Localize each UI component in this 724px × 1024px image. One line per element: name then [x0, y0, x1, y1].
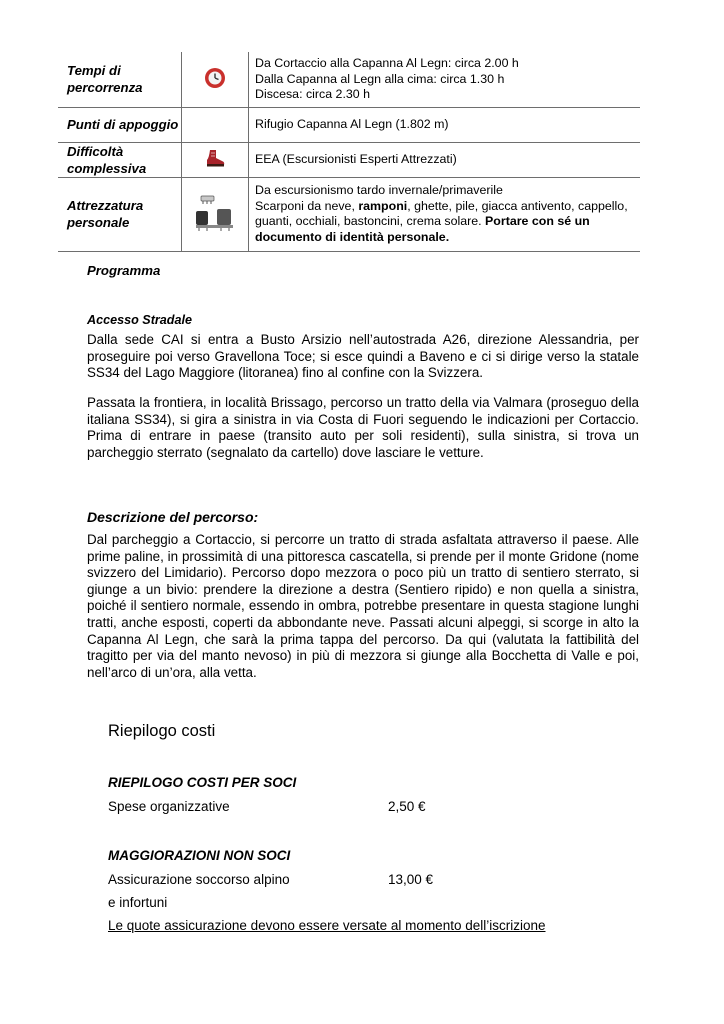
spese-label: Spese organizzative	[108, 799, 230, 814]
row-label: Punti di appoggio	[58, 107, 182, 142]
bold-ramponi: ramponi	[358, 198, 408, 213]
value-line: EEA (Escursionisti Esperti Attrezzati)	[249, 142, 641, 177]
row-label: Attrezzatura personale	[58, 177, 182, 251]
table-row-difficolta	[58, 142, 640, 177]
descrizione-paragraph: Dal parcheggio a Cortaccio, si percorre un tratto di strada asfaltata attraverso il paese. Alle prime paline, in prossimità di una pittoresca cascatella, si prende per il monte Gridone (nome svizzero del Limidario). Percorso dopo mezzora o poco più un tratto di sentiero sterrato, si giunge a un bivio: prendere la direzione a destra (Sentiero ripido) e non quella a sinistra, poiché il sentiero normale, essendo in ombra, potrebbe presentare in questa stagione lunghi tratti, anche esposti, coperti da abbondante neve. Passati alcuni alpeggi, si scorge in alto la Capanna Al Legn, che sarà la prima tappa del percorso. Da qui (valutata la fattibilità del tragitto per via del manto nevoso) in più di mezzora si giunge alla Bocchetta di Valle e poi, nell’arco di un’ora, alla vetta.	[87, 532, 639, 680]
row-label: Difficoltà complessiva	[58, 142, 182, 177]
assicurazione-label-2: e infortuni	[108, 895, 168, 910]
programma-heading: Programma	[87, 263, 161, 278]
value-line: Da escursionismo tardo invernale/primaverile	[255, 183, 503, 197]
spese-value: 2,50 €	[388, 799, 426, 814]
assicurazione-label-1: Assicurazione soccorso alpino	[108, 872, 290, 887]
non-soci-heading: MAGGIORAZIONI NON SOCI	[108, 848, 291, 863]
accesso-heading: Accesso Stradale	[87, 313, 193, 327]
info-table	[58, 52, 640, 252]
table-row-appoggio	[58, 107, 640, 142]
value-paragraph: Scarponi da neve, ramponi, ghette, pile, giacca antivento, cappello, guanti, occhiali, bastoncini, crema solare. Portare con sé un documento di identità personale.	[255, 198, 628, 244]
assicurazione-value: 13,00 €	[388, 872, 434, 887]
soci-heading: RIEPILOGO COSTI PER SOCI	[108, 775, 297, 790]
clock-icon	[204, 67, 226, 89]
accesso-paragraph-1: Dalla sede CAI si entra a Busto Arsizio nell’autostrada A26, direzione Alessandria, per proseguire poi verso Gravellona Toce; si esce quindi a Baveno e ci si dirige verso la statale SS34 del Lago Maggiore (litoranea) fino al confine con la Svizzera.	[87, 332, 639, 381]
crampons-icon	[193, 193, 237, 233]
hiking-boot-icon	[204, 148, 226, 168]
row-label: Tempi di percorrenza	[58, 52, 182, 107]
value-line: Discesa: circa 2.30 h	[255, 87, 371, 101]
table-row-attrezzatura	[58, 177, 640, 251]
accesso-paragraph-2: Passata la frontiera, in località Brissago, percorso un tratto della via Valmara (proseguo della italiana SS34), si gira a sinistra in via Costa di Fuori seguendo le indicazioni per Cortaccio. Prima di entrare in paese (transito auto per soli residenti), sulla sinistra, si trova un parcheggio sterrato (segnalato da cartello) dove lasciare le vetture.	[87, 395, 639, 460]
value-line: Da Cortaccio alla Capanna Al Legn: circa 2.00 h	[255, 56, 519, 70]
value-line: Dalla Capanna al Legn alla cima: circa 1.30 h	[255, 71, 505, 86]
costi-title: Riepilogo costi	[108, 722, 216, 740]
descrizione-heading: Descrizione del percorso:	[87, 509, 259, 525]
assicurazione-note: Le quote assicurazione devono essere versate al momento dell’iscrizione	[108, 918, 546, 933]
table-row-tempi	[58, 52, 640, 107]
bold-documento: Portare con sé un documento di identità personale.	[255, 214, 590, 244]
value-line: Rifugio Capanna Al Legn (1.802 m)	[249, 107, 641, 142]
